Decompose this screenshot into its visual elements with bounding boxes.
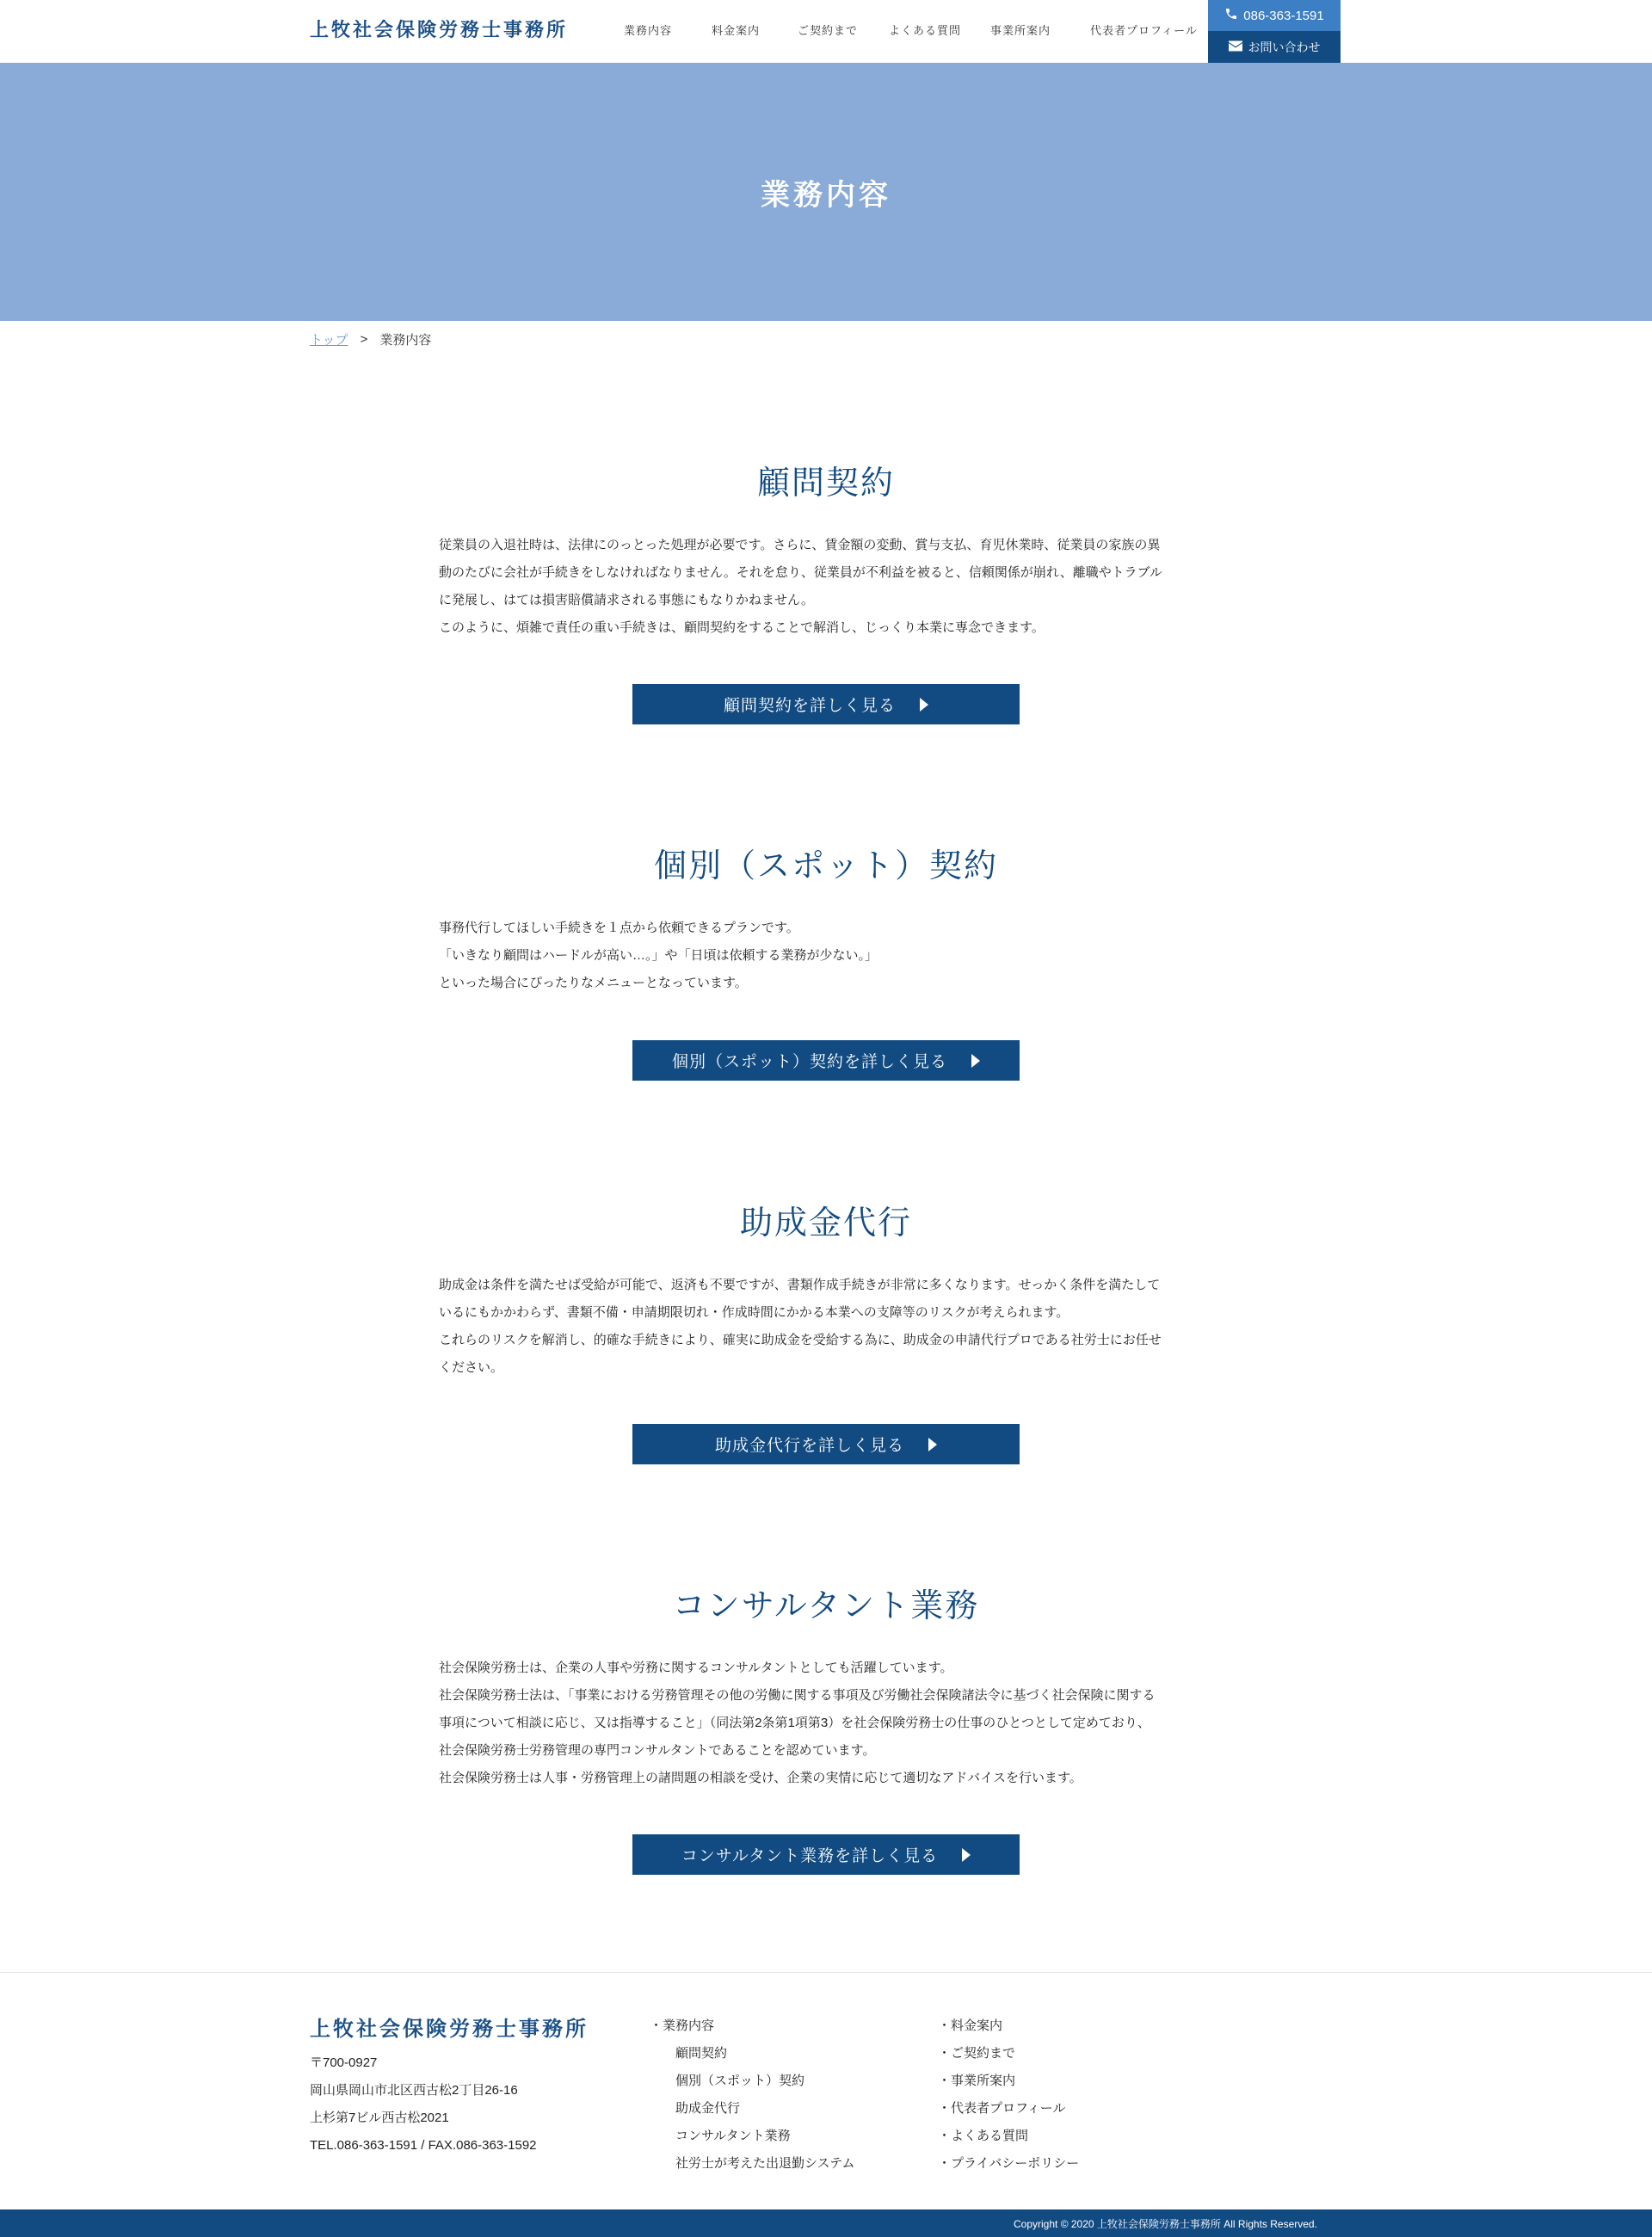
triangle-right-icon [928,1438,937,1451]
section-title: 個別（スポット）契約 [653,847,998,884]
triangle-right-icon [962,1848,971,1862]
footer-logo[interactable]: 上牧社会保険労務士事務所 [310,2016,589,2041]
body-line: これらのリスクを解消し、的確な手続きにより、確実に助成金を受給する為に、助成金の申請代行プロである社労士にお任せ [439,1333,1162,1347]
section-consulting [0,1579,1652,1865]
phone-icon [1224,7,1238,24]
button-label: 個別（スポット）契約を詳しく見る [671,1053,947,1071]
footer-link-spot[interactable]: 個別（スポット）契約 [675,2074,805,2088]
section-body [439,1655,1213,1792]
section-body [439,915,1213,997]
body-line: といった場合にぴったりなメニューとなっています。 [439,976,748,990]
address-line: 岡山県岡山市北区西古松2丁目26-16 [310,2083,518,2098]
footer-link-profile[interactable]: ・代表者プロフィール [938,2101,1066,2116]
address-line: 上杉第7ビル西古松2021 [310,2111,449,2125]
button-label: 助成金代行を詳しく見る [714,1437,904,1455]
nav-faq[interactable]: よくある質問 [889,25,962,38]
advisory-detail-button[interactable] [632,684,1020,724]
breadcrumb-current: 業務内容 [379,333,432,348]
tel-button[interactable] [1208,0,1341,31]
footer-link-advisory[interactable]: 顧問契約 [675,2046,728,2061]
breadcrumb-home[interactable]: トップ [310,333,348,348]
section-body [439,1272,1213,1382]
body-line: 社会保険労務士は、企業の人事や労務に関するコンサルタントとしても活躍しています。 [439,1661,953,1675]
nav-pricing[interactable]: 料金案内 [712,25,761,38]
footer-link-subsidy[interactable]: 助成金代行 [675,2101,741,2116]
page-hero [0,63,1652,321]
nav-profile[interactable]: 代表者プロフィール [1090,25,1198,38]
body-line: このように、煩雑で責任の重い手続きは、顧問契約をすることで解消し、じっくり本業に専念できます。 [439,620,1045,635]
body-line: 社会保険労務士労務管理の専門コンサルタントであることを認めています。 [439,1743,876,1758]
copyright-text: Copyright © 2020 上牧社会保険労務士事務所 All Rights Reserved. [1014,2218,1317,2230]
spot-detail-button[interactable] [632,1040,1020,1081]
site-logo[interactable]: 上牧社会保険労務士事務所 [310,19,569,41]
site-header [0,0,1652,63]
section-title: 助成金代行 [739,1204,912,1242]
address-line: 〒700-0927 [310,2055,378,2070]
triangle-right-icon [971,1054,980,1068]
consulting-detail-button[interactable] [632,1834,1020,1875]
body-line: 社会保険労務士法は、「事業における労務管理その他の労働に関する事項及び労働社会保険諸法令に基づく社会保険に関する [439,1688,1156,1703]
button-label: 顧問契約を詳しく見る [723,697,896,715]
footer-link-attendance-system[interactable]: 社労士が考えた出退勤システム [675,2156,855,2171]
tel-number: 086-363-1591 [1243,8,1324,23]
body-line: 事項について相談に応じ、又は指導すること」（同法第2条第1項第3）を社会保険労務士の仕事のひとつとして定めており、 [439,1716,1150,1730]
nav-services[interactable]: 業務内容 [624,25,673,38]
contact-button[interactable] [1208,31,1341,63]
section-body [439,532,1213,642]
footer-address [310,2049,537,2160]
body-line: いるにもかかわらず、書類不備・申請期限切れ・作成時間にかかる本業への支障等のリスクが考えられます。 [439,1305,1069,1320]
address-line: TEL.086-363-1591 / FAX.086-363-1592 [310,2138,537,2153]
body-line: に発展し、はては損害賠償請求される事態にもなりかねません。 [439,593,814,607]
button-label: コンサルタント業務を詳しく見る [681,1847,939,1865]
footer-divider [0,1972,1652,1973]
footer-link-office[interactable]: ・事業所案内 [938,2074,1016,2088]
footer-link-consulting[interactable]: コンサルタント業務 [675,2129,791,2143]
footer-link-faq[interactable]: ・よくある質問 [938,2129,1029,2143]
triangle-right-icon [920,698,928,712]
body-line: 社会保険労務士は人事・労務管理上の諸問題の相談を受け、企業の実情に応じて適切なアドバイスを行います。 [439,1771,1082,1785]
contact-label: お問い合わせ [1248,40,1321,54]
section-title: コンサルタント業務 [672,1587,980,1624]
footer-link-pricing[interactable]: ・料金案内 [938,2018,1003,2033]
copyright-bar [0,2209,1652,2237]
breadcrumb-separator: > [360,332,368,347]
nav-contract-flow[interactable]: ご契約まで [798,25,859,38]
section-spot-contract [0,839,1652,1071]
body-line: 助成金は条件を満たせば受給が可能で、返済も不要ですが、書類作成手続きが非常に多くなります。せっかく条件を満たして [439,1278,1161,1292]
body-line: 「いきなり顧問はハードルが高い…。」や「日頃は依頼する業務が少ない。」 [439,948,878,963]
page-title: 業務内容 [761,177,891,213]
mail-icon [1229,40,1242,54]
section-title: 顧問契約 [756,464,895,502]
body-line: ください。 [439,1360,504,1375]
footer-link-privacy[interactable]: ・プライバシーポリシー [938,2156,1080,2171]
footer-nav-general [938,2012,1079,2178]
body-line: 動のたびに会社が手続きをしなければなりません。それを怠り、従業員が不利益を被ると、信頼関係が崩れ、離職やトラブル [439,565,1162,580]
body-line: 従業員の入退社時は、法律にのっとった処理が必要です。さらに、賃金額の変動、賞与支払、育児休業時、従業員の家族の異 [439,538,1161,552]
section-subsidy [0,1196,1652,1455]
nav-office[interactable]: 事業所案内 [990,25,1051,38]
footer-nav-services [650,2012,855,2178]
footer-link-contract-flow[interactable]: ・ご契約まで [938,2046,1016,2061]
body-line: 事務代行してほしい手続きを１点から依頼できるプランです。 [439,921,799,935]
breadcrumb [310,330,431,348]
section-advisory-contract [0,456,1652,715]
subsidy-detail-button[interactable] [632,1424,1020,1464]
footer-link-services[interactable]: ・業務内容 [650,2018,715,2033]
